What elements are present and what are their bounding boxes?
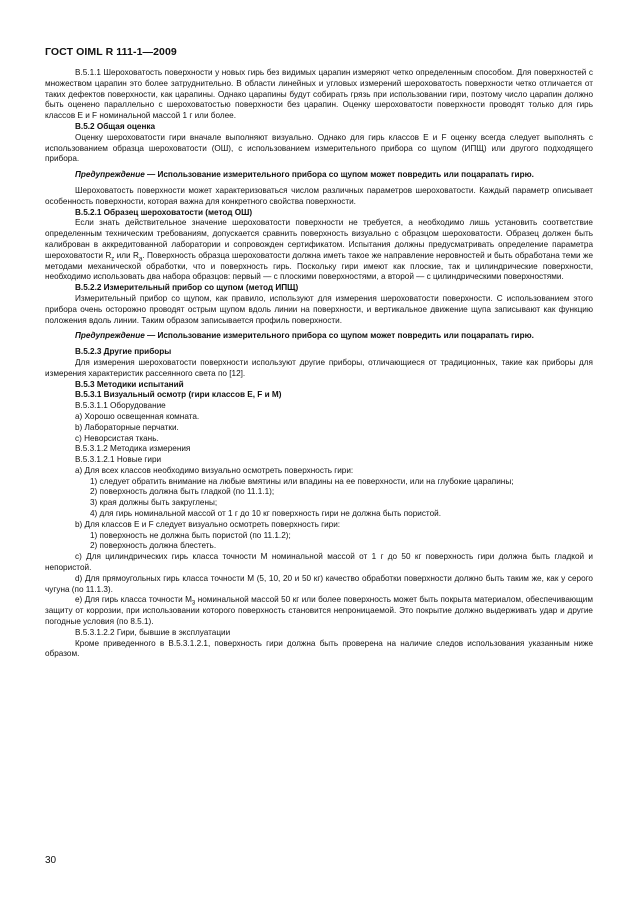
list-item: В.5.3.1.2.2 Гири, бывшие в эксплуатации	[75, 627, 231, 637]
list-item: d) Для прямоугольных гирь класса точности M (5, 10, 20 и 50 кг) качество обработки поверхности должно быть таким же, как у серого чугуна (по 11.1.3).	[45, 573, 593, 594]
section-heading: В.5.2 Общая оценка	[75, 121, 156, 131]
section-heading: В.5.2.3 Другие приборы	[75, 347, 172, 357]
list-item: 3) края должны быть закруглены;	[90, 498, 218, 508]
paragraph: Измерительный прибор со щупом, как правило, используют для измерения шероховатости поверхности. С использованием этого прибора очень осторожно проводят острым щупом вдоль линии на поверхности, и вертикальное движение щупа записывают как функцию положения вдоль линии. Таким образом записывается профиль поверхности.	[45, 293, 593, 325]
text-run: Если знать действительное значение шероховатости поверхности не требуется, а необходимо лишь установить соответствие определенным техническим требованиям, допускается сравнить поверхность визуально с образцом шероховатости. Образец должен быть калиброван в аккредитованной лаборатории и сопровожден сертификатом. Испытания должны предусматривать определение параметра шероховатости R	[45, 218, 593, 260]
section-heading: В.5.3.1 Визуальный осмотр (гири классов E, F и M)	[75, 390, 282, 400]
paragraph: Шероховатость поверхности может характеризоваться числом различных параметров шероховатости. Каждый параметр описывает особенность поверхности, которая важна для конкретного свойства поверхности.	[45, 185, 593, 206]
list-item: a) Для всех классов необходимо визуально осмотреть поверхность гири:	[75, 465, 354, 475]
warning-note	[45, 331, 593, 342]
list-item: b) Для классов E и F следует визуально осмотреть поверхность гири:	[75, 519, 341, 529]
list-item: 4) для гирь номинальной массой от 1 г до 10 кг поверхность гири не должна быть пористой.	[90, 509, 441, 519]
subscript: 3	[191, 601, 196, 608]
section-heading: В.5.2.1 Образец шероховатости (метод ОШ)	[75, 207, 253, 217]
subscript: z	[111, 256, 115, 263]
warning-note	[45, 170, 593, 181]
list-item: 1) поверхность не должна быть пористой (по 11.1.2);	[90, 530, 291, 540]
subscript: a	[138, 256, 143, 263]
list-item: В.5.3.1.1 Оборудование	[75, 401, 166, 411]
section-heading: В.5.3 Методики испытаний	[75, 379, 184, 389]
paragraph: Оценку шероховатости гири вначале выполняют визуально. Однако для гирь классов E и F оценку всегда следует выполнять с использованием образца шероховатости (ОШ), с использованием измерительного прибора со щупом (ИПЩ) или другого подходящего прибора.	[45, 132, 593, 164]
list-item: В.5.3.1.2 Методика измерения	[75, 444, 191, 454]
section-heading: В.5.2.2 Измерительный прибор со щупом (метод ИПЩ)	[75, 283, 299, 293]
warning-label: Предупреждение	[75, 331, 145, 341]
paragraph: В.5.1.1 Шероховатость поверхности у новых гирь без видимых царапин измеряют четко определенным способом. Для поверхностей с множеством царапин это более затруднительно. В области линейных и угловых измерений шероховатость поверхности четко отличается от таких дефектов поверхности, как царапины. Однако царапины будут собирать грязь при использовании гири, поэтому число царапин должно быть оценено параллельно с шероховатостью поверхности без царапин. Оценку шероховатости поверхности проводят только для гирь классов E и F номинальной массой 1 г или более.	[45, 68, 593, 121]
text-run: . Поверхность образца шероховатости должна иметь такое же направление неровностей и быть обработана теми же методами механической обработки, что и поверхность гирь. Поскольку гири имеют как плоские, так и цилиндрические поверхности, необходимо использовать два набора образцов: первый — с плоскими поверхностями, а второй — с цилиндрическими поверхностями.	[45, 250, 594, 282]
list-item: 1) следует обратить внимание на любые вмятины или впадины на ее поверхности, или на глубокие царапины;	[90, 476, 514, 486]
warning-text: — Использование измерительного прибора со щупом может повредить или поцарапать гирю.	[144, 170, 534, 180]
list-item	[45, 595, 593, 627]
list-item: c) Неворсистая ткань.	[75, 433, 159, 443]
document-body	[45, 68, 593, 660]
paragraph: Для измерения шероховатости поверхности используют другие приборы, отличающиеся от традиционных, такие как приборы для измерения характеристик рассеянного света по [12].	[45, 357, 593, 378]
text-run: или R	[114, 250, 139, 260]
document-header: ГОСТ OIML R 111-1—2009	[45, 46, 177, 58]
page-number: 30	[45, 855, 57, 866]
list-item: c) Для цилиндрических гирь класса точности M номинальной массой от 1 г до 50 кг поверхность гири должна быть гладкой и непористой.	[45, 552, 593, 573]
list-item: b) Лабораторные перчатки.	[75, 422, 179, 432]
list-item: a) Хорошо освещенная комната.	[75, 411, 200, 421]
text-run: номинальной массой 50 кг или более поверхность может быть покрыта материалом, обеспечивающим защиту от коррозии, при использовании которого поверхность становится непроницаемой. Это покрытие должно выдерживать удар и другие погодные условия (по 8.5.1).	[45, 595, 593, 627]
list-item: 2) поверхность должна быть гладкой (по 11.1.1);	[90, 487, 275, 497]
text-run: e) Для гирь класса точности M	[75, 595, 192, 605]
paragraph	[45, 218, 593, 283]
warning-label: Предупреждение	[75, 170, 145, 180]
paragraph: Кроме приведенного в В.5.3.1.2.1, поверхность гири должна быть проверена на наличие следов использования указанным ниже образом.	[45, 638, 593, 659]
warning-text: — Использование измерительного прибора со щупом может повредить или поцарапать гирю.	[144, 331, 534, 341]
list-item: В.5.3.1.2.1 Новые гири	[75, 455, 162, 465]
list-item: 2) поверхность должна блестеть.	[90, 541, 217, 551]
